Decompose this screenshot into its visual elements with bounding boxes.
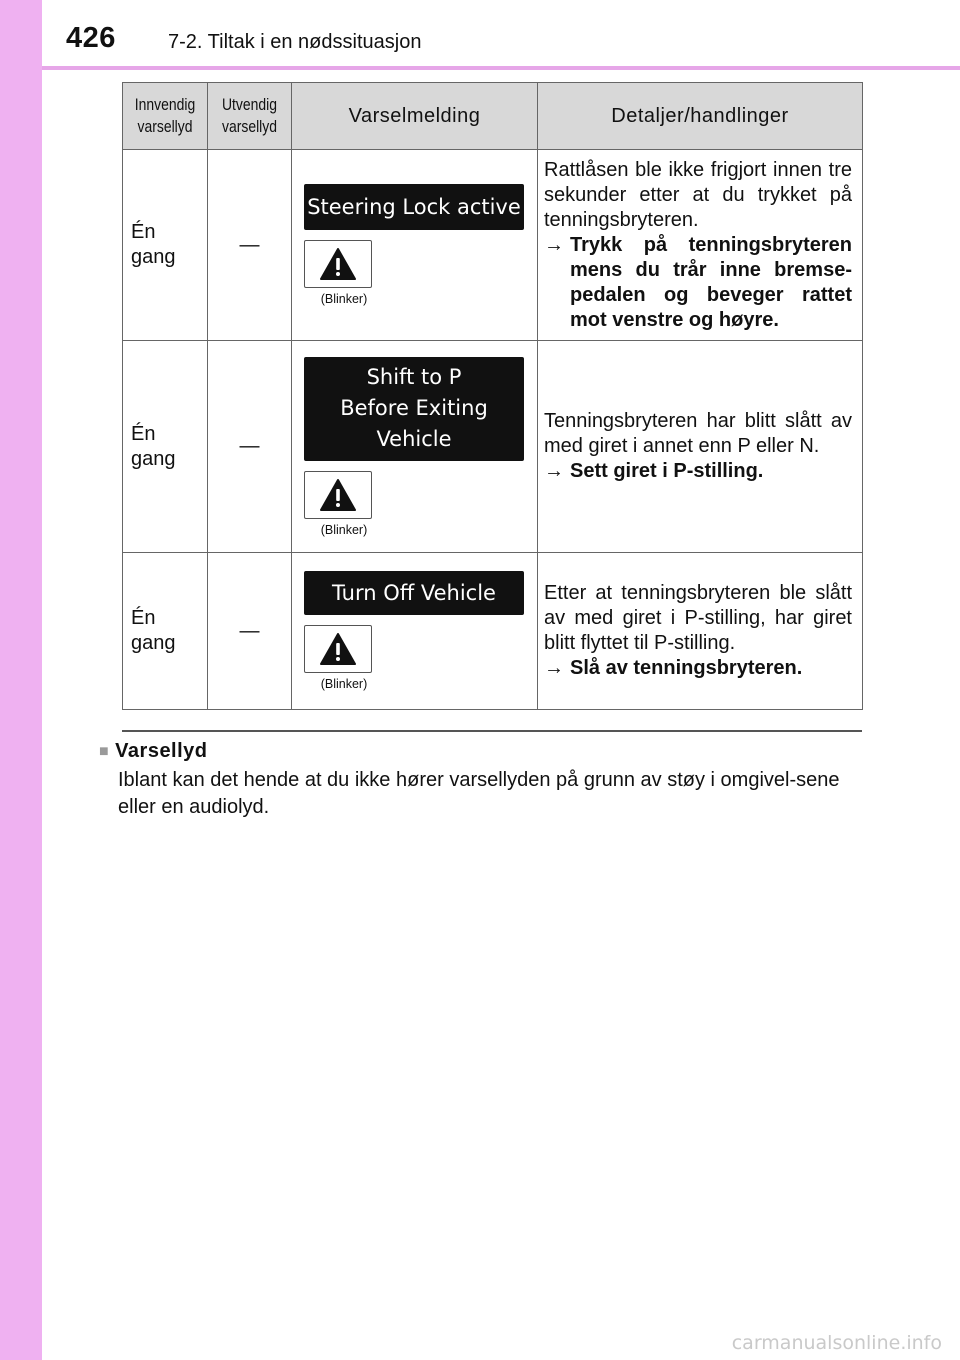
details-cell [538, 553, 863, 710]
detail-text: Rattlåsen ble ikke frigjort innen tre sekunder etter at du trykket på tenningsbryteren. [544, 158, 852, 231]
blinker-label: (Blinker) [320, 292, 368, 306]
display-screen: Shift to P Before Exiting Vehicle [304, 357, 524, 461]
action-text: → Sett giret i P-stilling. [544, 460, 764, 482]
display-screen: Steering Lock active [304, 184, 524, 230]
page-number: 426 [66, 22, 116, 54]
header-external-buzzer: Utvendig varsellyd [208, 83, 292, 150]
external-buzzer-cell: — [208, 150, 292, 341]
note-title: Varsellyd [115, 740, 208, 762]
warning-triangle-icon [304, 625, 372, 673]
details-cell [538, 341, 863, 553]
section-title: 7-2. Tiltak i en nødssituasjon [168, 31, 422, 53]
warning-message-cell [292, 150, 538, 341]
table-header-row [123, 83, 863, 150]
table-row [123, 150, 863, 341]
warning-triangle-icon [304, 240, 372, 288]
action-text: → Trykk på tenningsbryteren mens du trår inne bremse-pedalen og beveger rattet mot venstre og høyre. [544, 233, 852, 331]
watermark: carmanualsonline.info [731, 1332, 942, 1354]
header-rule [42, 66, 960, 70]
warning-triangle-icon [304, 471, 372, 519]
section-divider [122, 730, 862, 732]
action-text: → Slå av tenningsbryteren. [544, 657, 803, 679]
internal-buzzer-cell: Én gang [123, 150, 208, 341]
warning-message-cell [292, 341, 538, 553]
internal-buzzer-cell: Én gang [123, 553, 208, 710]
blinker-label: (Blinker) [320, 677, 368, 691]
external-buzzer-cell: — [208, 341, 292, 553]
detail-text: Tenningsbryteren har blitt slått av med giret i annet enn P eller N. [544, 410, 852, 457]
internal-buzzer-cell: Én gang [123, 341, 208, 553]
note-body: Iblant kan det hende at du ikke hører varsellyden på grunn av støy i omgivel-sene eller en audiolyd. [118, 769, 840, 818]
blinker-label: (Blinker) [320, 522, 368, 537]
display-screen: Turn Off Vehicle [304, 571, 524, 615]
warning-message-cell [292, 553, 538, 710]
header-warning-message: Varselmelding [292, 83, 538, 150]
warning-table [122, 82, 863, 710]
detail-text: Etter at tenningsbryteren ble slått av med giret i P-stilling, har giret blitt flyttet til P-stilling. [544, 582, 852, 654]
arrow-icon: → [544, 233, 564, 256]
square-bullet-icon: ■ [99, 743, 110, 760]
external-buzzer-cell: — [208, 553, 292, 710]
arrow-icon: → [544, 657, 564, 679]
details-cell [538, 150, 863, 341]
table-row [123, 341, 863, 553]
side-tab-bar [0, 0, 42, 1360]
note-heading [99, 740, 208, 763]
header-internal-buzzer: Innvendig varsellyd [123, 83, 208, 150]
arrow-icon: → [544, 460, 564, 482]
table-row [123, 553, 863, 710]
header-details: Detaljer/handlinger [538, 83, 863, 150]
